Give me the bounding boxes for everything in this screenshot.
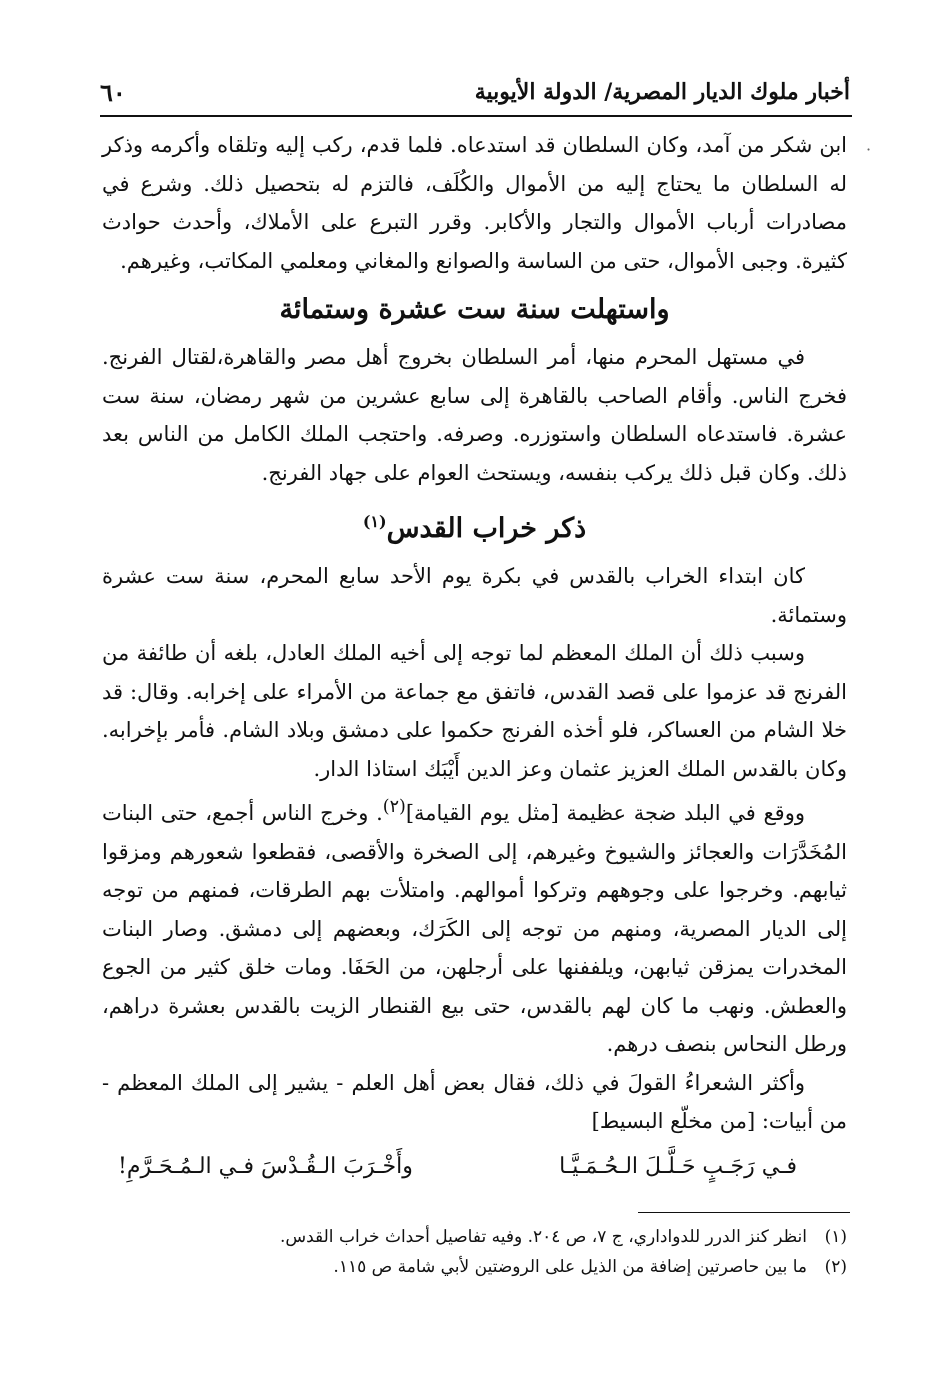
footnote-2 bbox=[102, 1252, 847, 1282]
paragraph-4: وسبب ذلك أن الملك المعظم لما توجه إلى أخيه الملك العادل، بلغه أن طائفة من الفرنج قد عزموا على قصد القدس، فاتفق مع جماعة من الأمراء على إخرابه. وقال: قد خلا الشام من العساكر، فلو أخذه الفرنج حكموا على دمشق وبلاد الشام. فأمر بإخرابه. وكان بالقدس الملك العزيز عثمان وعز الدين أَيْبَك استاذا الدار. bbox=[102, 641, 847, 781]
paragraph-5-start: ووقع في البلد ضجة عظيمة [مثل يوم القيامة] bbox=[405, 801, 805, 825]
footnote-ref-1[interactable]: (١) bbox=[362, 512, 387, 531]
paragraph-1: ابن شكر من آمد، وكان السلطان قد استدعاه. فلما قدم، ركب إليه وتلقاه وأكرمه وذكر له السلطان ما يحتاج إليه من الأموال والكُلَف، فالتزم له بتحصيل ذلك. وشرع في مصادرات أرباب الأموال والتجار والأكابر. وقرر التبرع على الأملاك، وأحدث حوادث كثيرة. وجبى الأموال، حتى من الساسة والصوانع والمغاني ومعلمي المكاتب، وغيرهم. bbox=[102, 133, 847, 273]
main-text bbox=[102, 126, 847, 1187]
section-heading-2 bbox=[102, 500, 847, 551]
paragraph-3: كان ابتداء الخراب بالقدس في بكرة يوم الأحد سابع المحرم، سنة ست عشرة وستمائة. bbox=[102, 564, 847, 627]
verse-second-hemistich: وأَخْـرَبَ الـقُـدْسَ فـي الـمُـحَـرَّمِ! bbox=[118, 1153, 413, 1179]
footnote-1 bbox=[102, 1222, 847, 1252]
paragraph-6: وأكثر الشعراءُ القولَ في ذلك، فقال بعض أهل العلم - يشير إلى الملك المعظم - من أبيات: [من مخلّع البسيط] bbox=[102, 1070, 847, 1133]
footnote-number: (٢) bbox=[824, 1257, 847, 1277]
paragraph-5-rest: . وخرج الناس أجمع، حتى البنات المُخَدَّرَات والعجائز والشيوخ وغيرهم، إلى الصخرة والأقصى، فقطعوا شعورهم ومزقوا ثيابهم. وخرجوا على وجوههم وتركوا أموالهم. وامتلأت بهم الطرقات، فمنهم من توجه إلى الديار المصرية، ومنهم من توجه إلى الكَرَك، وبعضهم إلى دمشق. وصار البنات المخدرات يمزقن ثيابهن، ويلففنها على أرجلهن، من الحَفَا. ومات خلق كثير من الجوع والعطش. ونهب ما كان لهم بالقدس، حتى بيع القنطار الزيت بالقدس بعشرة دراهم، ورطل النحاس بنصف درهم. bbox=[102, 801, 847, 1056]
heading-2-text: ذكر خراب القدس bbox=[386, 513, 587, 544]
header-rule bbox=[100, 115, 852, 117]
footnote-text: انظر كنز الدرر للدواداري، ج ٧، ص ٢٠٤. وفيه تفاصيل أحداث خراب القدس. bbox=[279, 1227, 807, 1247]
running-title: أخبار ملوك الديار المصرية/ الدولة الأيوبية bbox=[474, 79, 850, 105]
running-header bbox=[100, 72, 850, 112]
footnote-text: ما بين حاصرتين إضافة من الذيل على الروضتين لأبي شامة ص ١١٥. bbox=[333, 1257, 807, 1277]
margin-mark: · bbox=[866, 140, 872, 159]
paragraph-5 bbox=[102, 788, 847, 1064]
page-number: ٦٠ bbox=[100, 77, 126, 107]
footnotes bbox=[102, 1222, 847, 1282]
footnote-ref-2[interactable]: (٢) bbox=[382, 797, 406, 817]
footnote-number: (١) bbox=[824, 1227, 847, 1247]
verse-first-hemistich: فـي رَجَـبٍ حَـلَّـلَ الـحُـمَـيَّـا bbox=[559, 1153, 797, 1179]
poem-verse bbox=[102, 1141, 847, 1187]
section-heading-1: واستهلت سنة ست عشرة وستمائة bbox=[279, 294, 670, 325]
paragraph-2: في مستهل المحرم منها، أمر السلطان بخروج أهل مصر والقاهرة،لقتال الفرنج. فخرج الناس. وأقام الصاحب بالقاهرة إلى سابع عشرين من شهر رمضان، سنة ست عشرة. فاستدعاه السلطان واستوزره. وصرفه. واحتجب الملك الكامل من الناس بعد ذلك. وكان قبل ذلك يركب بنفسه، ويستحث العوام على جهاد الفرنج. bbox=[102, 345, 848, 485]
footnote-rule bbox=[638, 1212, 850, 1213]
